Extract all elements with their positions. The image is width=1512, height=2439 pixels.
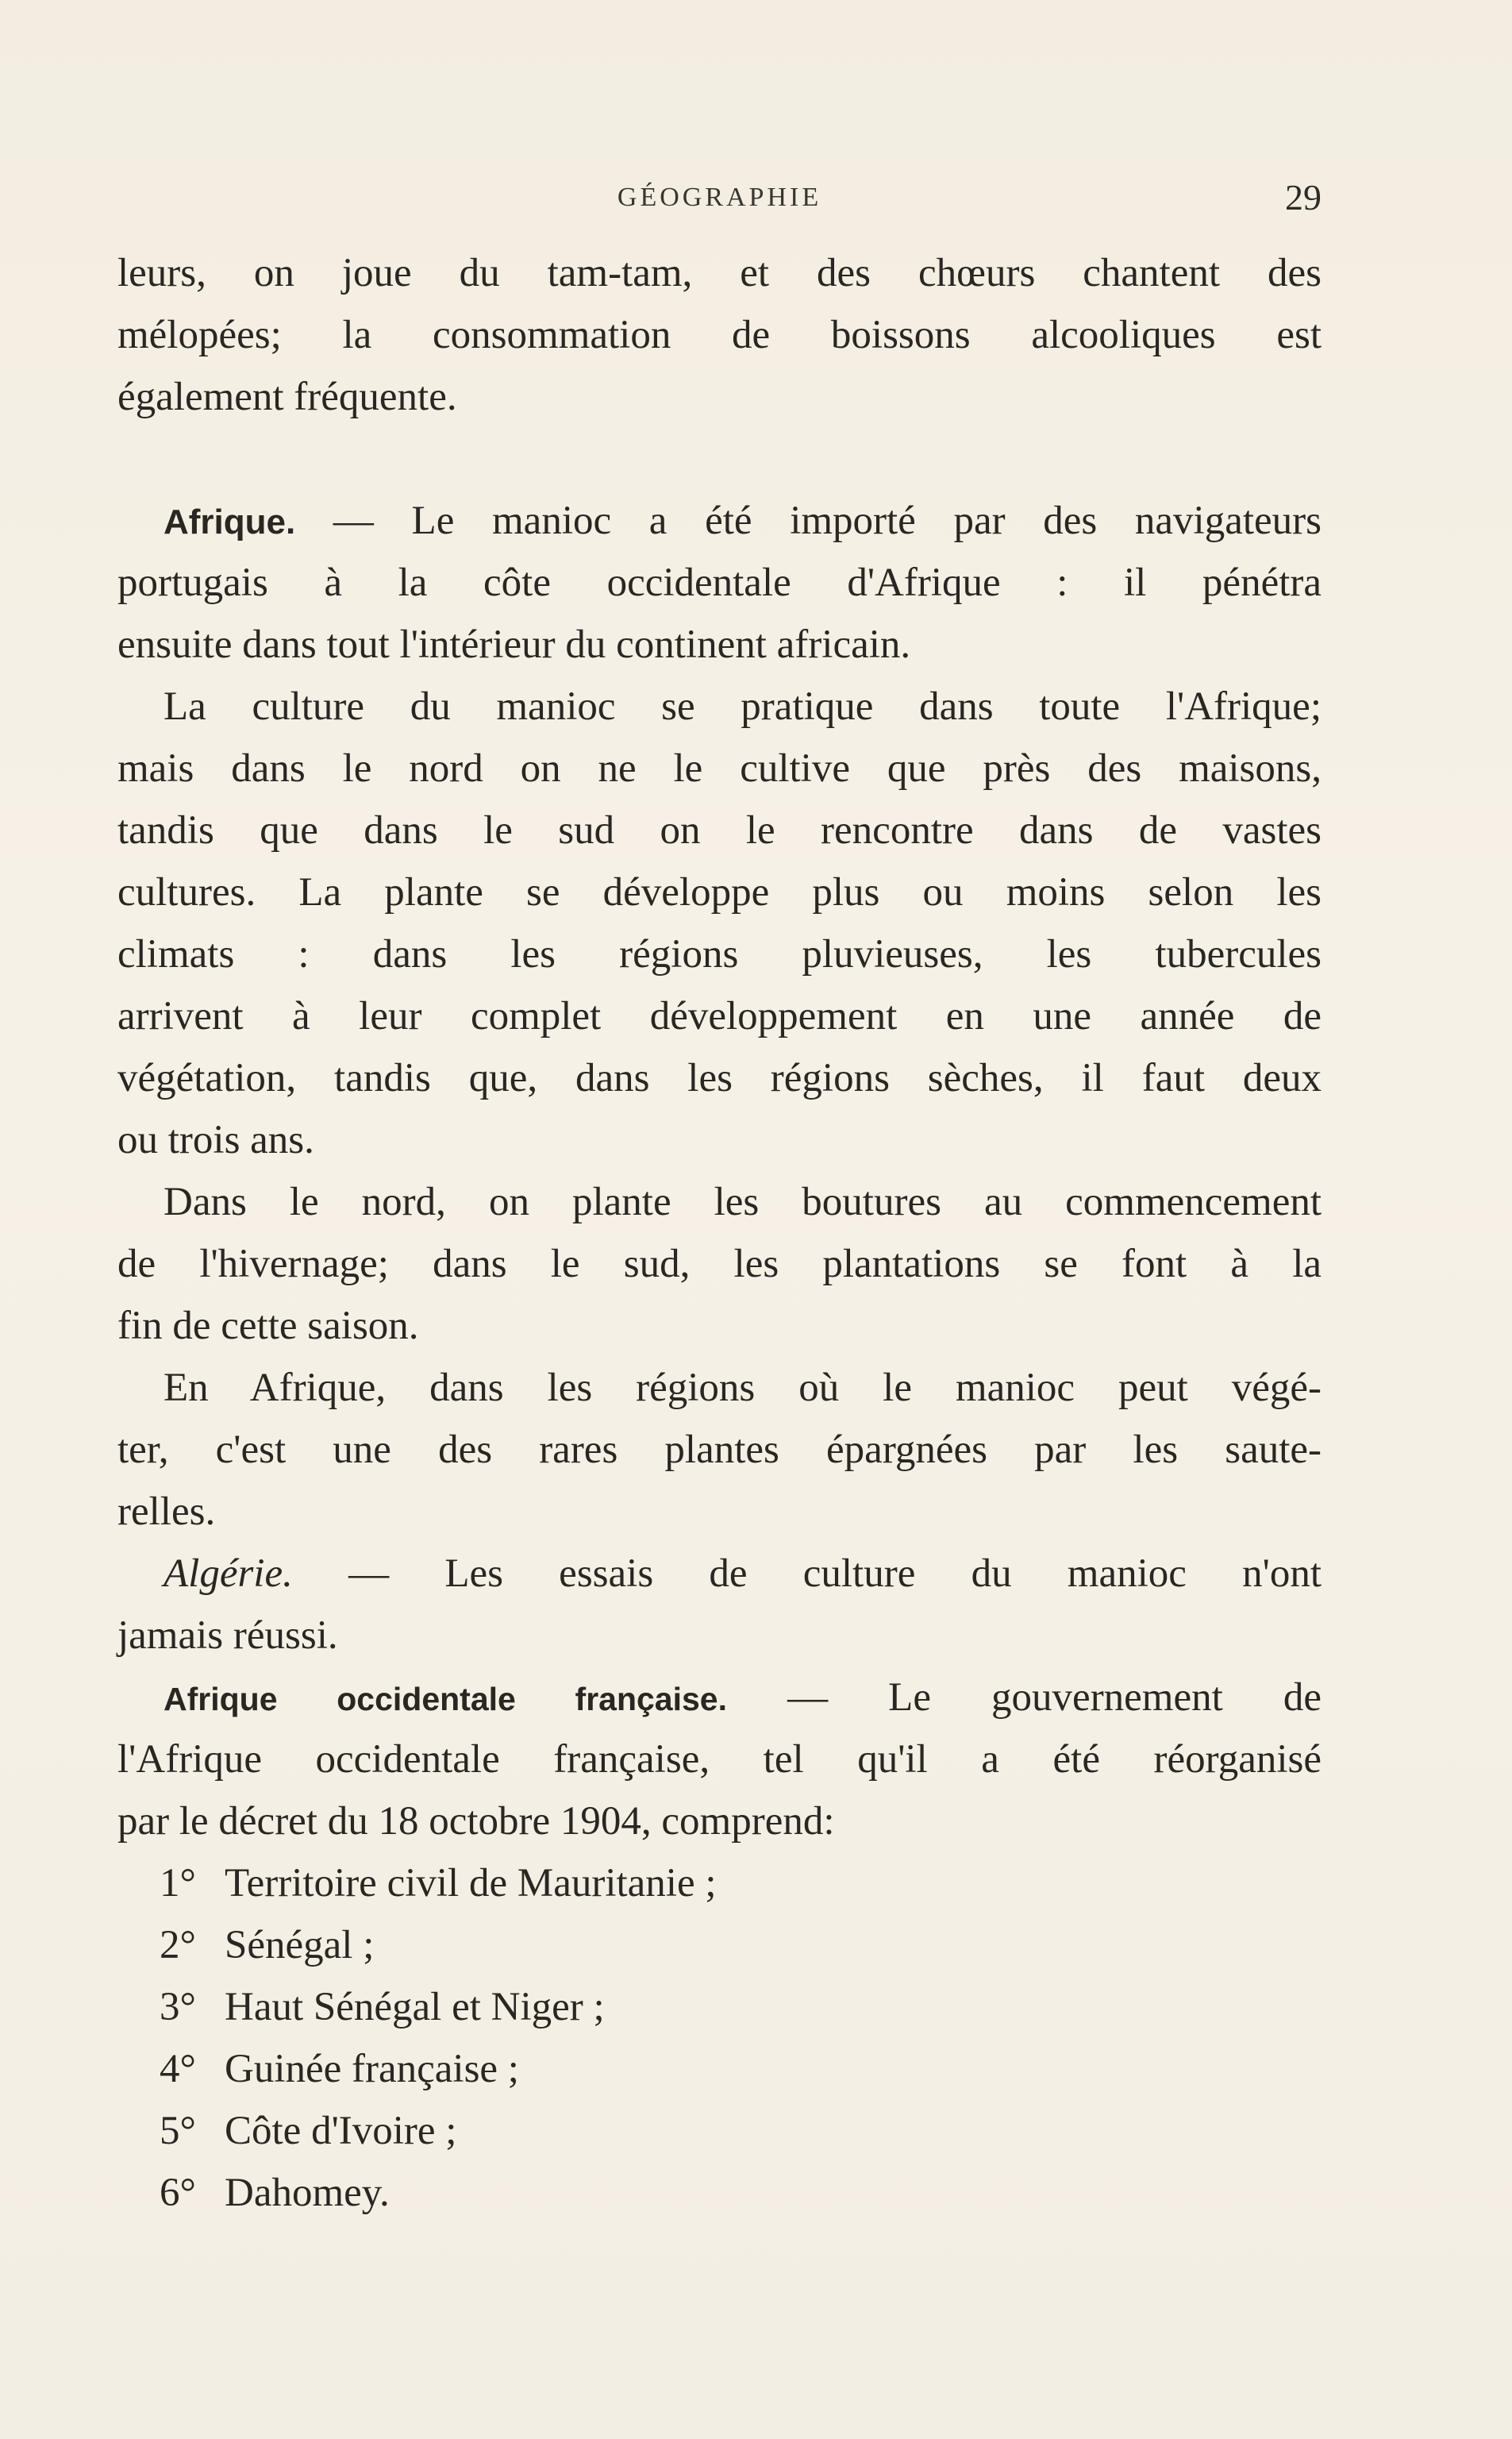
section-aof	[117, 1666, 1322, 1852]
list-item	[160, 2038, 1322, 2100]
text-line: portugais à la côte occidentale d'Afrique : il pénétra	[117, 561, 1322, 605]
text-line: climats : dans les régions pluvieuses, les tubercules	[117, 932, 1322, 977]
list-number: 6°	[160, 2171, 196, 2215]
list-number: 3°	[160, 1985, 196, 2029]
section-heading-algerie: Algérie.	[164, 1551, 293, 1596]
text-line: Dans le nord, on plante les boutures au commencement	[164, 1180, 1322, 1224]
text-line: ensuite dans tout l'intérieur du continent africain.	[117, 622, 911, 667]
territory-list	[117, 1852, 1322, 2224]
page-number: 29	[1285, 177, 1322, 218]
paragraph-continuation	[117, 242, 1322, 428]
text-fragment: — Le manioc a été importé par des navigateurs	[295, 499, 1322, 543]
list-text: Sénégal ;	[225, 1923, 375, 1967]
text-line: mais dans le nord on ne le cultive que près des maisons,	[117, 746, 1322, 791]
list-item	[160, 1914, 1322, 1976]
text-line: également fréquente.	[117, 375, 457, 419]
text-line	[117, 1666, 1322, 1728]
text-line: cultures. La plante se développe plus ou moins selon les	[117, 870, 1322, 915]
list-number: 2°	[160, 1923, 196, 1967]
running-title: GÉOGRAPHIE	[617, 183, 822, 212]
list-number: 5°	[160, 2109, 196, 2153]
list-text: Territoire civil de Mauritanie ;	[225, 1861, 717, 1905]
text-line: relles.	[117, 1489, 216, 1534]
text-line	[117, 490, 1322, 552]
section-heading-aof: Afrique occidentale française.	[164, 1681, 727, 1717]
text-line: La culture du manioc se pratique dans toute l'Afrique;	[164, 684, 1322, 729]
section-afrique	[117, 490, 1322, 676]
list-text: Guinée française ;	[225, 2047, 519, 2091]
section-heading-afrique: Afrique.	[164, 503, 296, 541]
text-line: végétation, tandis que, dans les régions sèches, il faut deux	[117, 1056, 1322, 1100]
paragraph-culture	[117, 676, 1322, 1171]
text-line: tandis que dans le sud on le rencontre dans de vastes	[117, 808, 1322, 853]
text-line: mélopées; la consommation de boissons alcooliques est	[117, 313, 1322, 357]
section-gap	[117, 428, 1322, 490]
section-algerie	[117, 1543, 1322, 1666]
list-text: Haut Sénégal et Niger ;	[225, 1985, 605, 2029]
paragraph-plantation	[117, 1171, 1322, 1357]
list-item	[160, 1852, 1322, 1914]
text-line: ter, c'est une des rares plantes épargnées par les saute-	[117, 1428, 1322, 1472]
text-line: leurs, on joue du tam-tam, et des chœurs chantent des	[117, 251, 1322, 295]
list-number: 1°	[160, 1861, 196, 1905]
page-header	[117, 176, 1322, 224]
text-line: l'Afrique occidentale française, tel qu'il a été réorganisé	[117, 1737, 1322, 1782]
list-item	[160, 2162, 1322, 2224]
text-line: jamais réussi.	[117, 1613, 338, 1658]
list-item	[160, 2100, 1322, 2162]
text-line: En Afrique, dans les régions où le manioc peut végé-	[164, 1366, 1322, 1410]
text-line: de l'hivernage; dans le sud, les plantations se font à la	[117, 1242, 1322, 1286]
text-line: fin de cette saison.	[117, 1304, 419, 1348]
list-text: Côte d'Ivoire ;	[225, 2109, 457, 2153]
text-line: arrivent à leur complet développement en une année de	[117, 994, 1322, 1038]
text-line	[117, 1543, 1322, 1605]
text-line: par le décret du 18 octobre 1904, comprend:	[117, 1799, 835, 1844]
paragraph-sauterelles	[117, 1357, 1322, 1543]
list-text: Dahomey.	[225, 2171, 390, 2215]
page-body	[117, 242, 1322, 2224]
text-fragment: — Les essais de culture du manioc n'ont	[292, 1551, 1322, 1596]
text-fragment: — Le gouvernement de	[727, 1675, 1322, 1720]
list-item	[160, 1976, 1322, 2038]
text-line: ou trois ans.	[117, 1118, 314, 1162]
list-number: 4°	[160, 2047, 196, 2091]
